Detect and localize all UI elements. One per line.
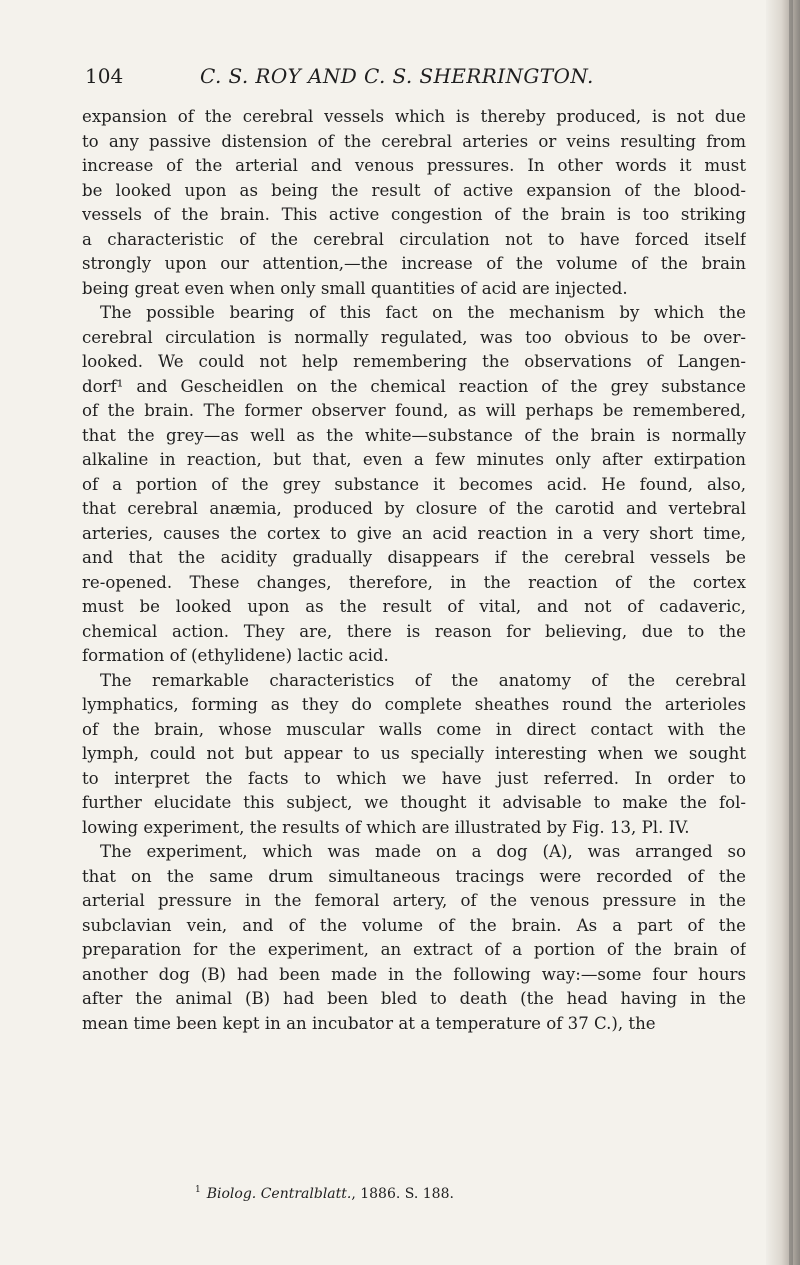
paragraph [82, 669, 746, 841]
paragraph [82, 840, 746, 1036]
text-line: chemical action. They are, there is reason for believing, due to the [82, 621, 746, 641]
text-line: being great even when only small quantities of acid are injected. [82, 278, 628, 298]
text-line: preparation for the experiment, an extract of a portion of the brain of [82, 940, 746, 959]
text-line: arteries, causes the cortex to give an acid reaction in a very short time, [82, 523, 746, 543]
text-line: dorf¹ and Gescheidlen on the chemical reaction of the grey substance [82, 376, 746, 396]
text-line: be looked upon as being the result of active expansion of the blood- [82, 180, 746, 200]
text-line: The experiment, which was made on a dog (A), was arranged so [100, 842, 746, 861]
text-line: subclavian vein, and of the volume of the brain. As a part of the [82, 915, 746, 935]
text-line: must be looked upon as the result of vital, and not of cadaveric, [82, 597, 746, 616]
footnote-marker: 1 [195, 1185, 201, 1195]
text-line: lymphatics, forming as they do complete sheathes round the arterioles [82, 695, 746, 714]
page-header [85, 62, 745, 90]
paragraph [82, 105, 746, 301]
running-head: C. S. ROY AND C. S. SHERRINGTON. [200, 64, 594, 88]
text-line: re-opened. These changes, therefore, in the reaction of the cortex [82, 572, 746, 592]
text-line: alkaline in reaction, but that, even a few minutes only after extirpation [82, 450, 746, 469]
binding-shadow [789, 0, 793, 1265]
text-line: expansion of the cerebral vessels which is thereby produced, is not due [82, 107, 746, 126]
text-line: vessels of the brain. This active congestion of the brain is too striking [82, 205, 746, 224]
text-line: further elucidate this subject, we thought it advisable to make the fol- [82, 793, 746, 812]
text-line: The remarkable characteristics of the anatomy of the cerebral [100, 670, 746, 690]
text-line: of the brain. The former observer found, as will perhaps be remembered, [82, 401, 746, 420]
text-line: looked. We could not help remembering the observations of Langen- [82, 352, 746, 371]
text-line: formation of (ethylidene) lactic acid. [82, 646, 389, 665]
text-line: to interpret the facts to which we have just referred. In order to [82, 768, 746, 788]
text-line: mean time been kept in an incubator at a temperature of 37 C.), the [82, 1013, 656, 1033]
paragraph [82, 301, 746, 669]
text-line: and that the acidity gradually disappears if the cerebral vessels be [82, 548, 746, 567]
binding-edge [766, 0, 800, 1265]
text-line: another dog (B) had been made in the following way:—some four hours [82, 964, 746, 984]
text-line: lowing experiment, the results of which are illustrated by Fig. 13, Pl. IV. [82, 817, 690, 837]
text-line: The possible bearing of this fact on the mechanism by which the [100, 303, 746, 322]
text-line: that cerebral anæmia, produced by closure of the carotid and vertebral [82, 499, 746, 518]
footnote-details: , 1886. S. 188. [351, 1186, 454, 1202]
text-line: strongly upon our attention,—the increase of the volume of the brain [82, 254, 746, 273]
text-line: cerebral circulation is normally regulated, was too obvious to be over- [82, 327, 746, 347]
text-line: increase of the arterial and venous pressures. In other words it must [82, 156, 746, 175]
page-number: 104 [85, 64, 124, 88]
text-line: of the brain, whose muscular walls come in direct contact with the [82, 719, 746, 739]
text-line: to any passive distension of the cerebral arteries or veins resulting from [82, 131, 746, 151]
footnote-journal: Biolog. Centralblatt. [206, 1186, 352, 1202]
text-line: that on the same drum simultaneous tracings were recorded of the [82, 866, 746, 886]
footnote [195, 1180, 454, 1204]
text-line: lymph, could not but appear to us specially interesting when we sought [82, 744, 746, 763]
text-line: of a portion of the grey substance it becomes acid. He found, also, [82, 474, 746, 494]
body-text [82, 105, 746, 1036]
text-line: a characteristic of the cerebral circulation not to have forced itself [82, 229, 746, 249]
text-line: that the grey—as well as the white—substance of the brain is normally [82, 425, 746, 445]
text-line: after the animal (B) had been bled to death (the head having in the [82, 989, 746, 1008]
text-line: arterial pressure in the femoral artery, of the venous pressure in the [82, 891, 746, 910]
